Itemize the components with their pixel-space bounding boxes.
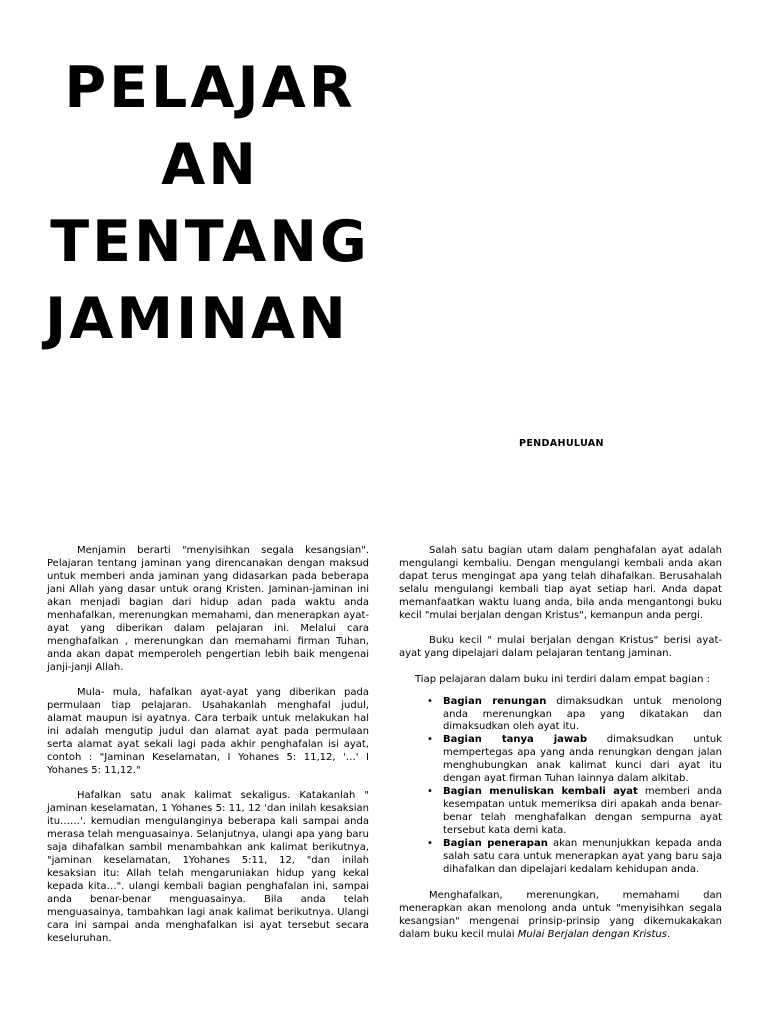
bullet-icon: •	[427, 838, 433, 850]
paragraph-end: .	[667, 928, 671, 940]
book-title: Mulai Berjalan dengan Kristus	[517, 928, 667, 940]
list-item-text: dimaksudkan untuk menolong anda merenungkan apa yang dikatakan dan dimaksudkan oleh ayat itu.	[443, 695, 722, 733]
list-item	[427, 734, 722, 786]
left-paragraph-3: Hafalkan satu anak kalimat sekaligus. Katakanlah " jaminan keselamatan, 1 Yohanes 5: 11, 12 'dan inilah kesaksian itu……'. kemudian menguIanginya beberapa kali sampai anda merasa telah menguasainya. Selanjutnya, ulangi apa yang baru saja dihafalkan sambil menambahkan ank kalimat berikutnya, "jaminan keselamatan, 1Yohanes 5:11, 12, "dan inilah kesaksian itu: Allah telah mengaruniakan hidup yang kekal kepada kita…". ulangi kembali bagian penghafalan ini, sampai anda benar-benar menguasainya. Bila anda telah menguasainya, tambahkan lagi anak kalimat berikutnya. Ulangi cara ini sampai anda menghafalkan isi ayat tersebut secara keseluruhan.	[47, 790, 369, 944]
title-line-2: AN	[161, 132, 259, 198]
list-item	[427, 786, 722, 838]
list-item	[427, 838, 722, 877]
right-column	[399, 545, 722, 954]
sections-list	[399, 696, 722, 877]
list-item-term: Bagian menuliskan kembali ayat	[443, 786, 638, 798]
document-title	[45, 50, 375, 358]
right-paragraph-1: Salah satu bagian utam dalam penghafalan ayat adalah mengulangi kembaliu. Dengan mengulangi kembali anda akan dapat terus mengingat apa yang telah dihafalkan. Berusahalah selalu mengulangi kembali tiap ayat setiap hari. Anda dapat memanfaatkan waktu luang anda, bila anda mengantongi buku kecil "mulai berjalan dengan Kristus", kemanpun anda pergi.	[399, 545, 722, 621]
title-line-4: JAMINAN	[45, 286, 349, 352]
bullet-icon: •	[427, 695, 433, 707]
list-item-term: Bagian renungan	[443, 695, 547, 707]
title-line-3: TENTANG	[50, 209, 370, 275]
section-heading: PENDAHULUAN	[519, 438, 604, 449]
paragraph-text: Menghafalkan, merenungkan, memahami dan menerapkan akan menolong anda untuk "menyisihkan segala kesangsian" mengenai prinsip-prinsip yang dikemukakakan dalam buku kecil mulai	[399, 889, 722, 940]
bullet-icon: •	[427, 786, 433, 798]
list-item-text: memberi anda kesempatan untuk memeriksa diri apakah anda benar-benar telah menghafalkan dengan sempurna ayat tersebut kata demi kata.	[443, 786, 722, 837]
list-item	[427, 695, 722, 735]
right-paragraph-4	[399, 890, 722, 942]
list-item-text: dimaksudkan untuk mempertegas apa yang anda renungkan dengan jalan menghubungkan anak kalimat kunci dari ayat itu dengan ayat firman Tuhan lainnya dalam alkitab.	[443, 734, 722, 785]
list-item-term: Bagian tanya jawab	[443, 734, 588, 746]
list-item-text: akan menunjukkan kepada anda salah satu cara untuk menerapkan ayat yang baru saja dihafalkan dan dipelajari kedalam kehidupan anda.	[443, 838, 722, 875]
right-paragraph-2: Buku kecil " mulai berjalan dengan Kristus" berisi ayat-ayat yang dipelajari dalam pelajaran tentang jaminan.	[399, 635, 722, 660]
right-paragraph-3: Tiap pelajaran dalam buku ini terdiri dalam empat bagian :	[415, 673, 710, 685]
bullet-icon: •	[427, 734, 433, 746]
list-item-term: Bagian penerapan	[443, 838, 548, 850]
left-paragraph-2: Mula- mula, hafalkan ayat-ayat yang diberikan pada permulaan tiap pelajaran. Usahakanlah menghafal judul, alamat maupun isi ayatnya. Cara terbaik untuk melakukan hal ini adalah mengutip judul dan alamat ayat pada permulaan serta alamat ayat sekali lagi pada akhir penghafalan isi ayat, contoh : "Jaminan Keselamatan, I Yohanes 5: 11,12, '…' I Yohanes 5: 11,12."	[47, 687, 369, 776]
title-line-1: PELAJAR	[64, 55, 356, 121]
left-column	[47, 545, 369, 958]
left-paragraph-1: Menjamin berarti "menyisihkan segala kesangsian". Pelajaran tentang jaminan yang direncanakan dengan maksud untuk memberi anda jaminan yang didasarkan pada beberapa jani Allah yang dasar untuk orang Kristen. Jaminan-jaminan ini akan menjadi bagian dari hidup adan pada waktu anda menhafalkan, merenungkan memahami, dan menerapkan ayat-ayat yang diberikan dalam pelajaran ini. Melalui cara menghafalkan , merenungkan dan memahami firman Tuhan, anda akan dapat memperoleh pengertian lebih baik mengenai janji-janji Allah.	[47, 545, 369, 673]
